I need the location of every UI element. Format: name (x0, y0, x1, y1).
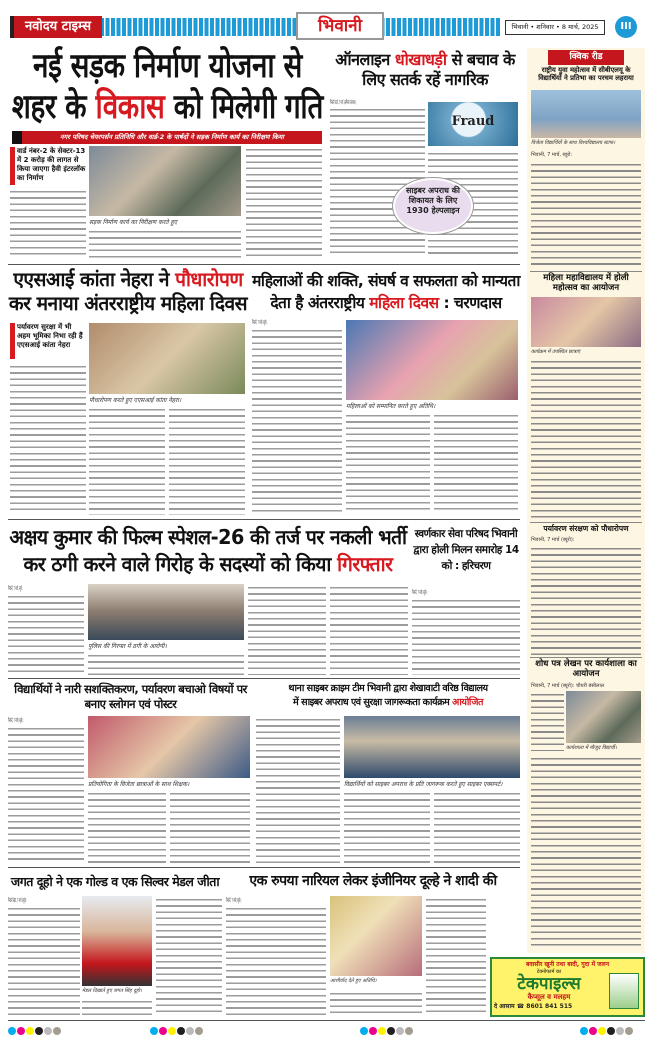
medal-body (82, 998, 152, 1017)
section-title-text: भिवानी (317, 16, 363, 36)
students-headline (8, 682, 253, 713)
wedding-body (330, 990, 422, 1017)
quick-read-caption (531, 140, 641, 147)
workshop-caption (566, 745, 641, 752)
registration-dot (168, 1027, 176, 1035)
asi-photo (89, 323, 245, 394)
ad-sub: कैप्सूल व मलहम (527, 993, 571, 1001)
highlight: धोखाधड़ी (394, 50, 447, 69)
women-body (434, 412, 518, 514)
women-caption (346, 402, 518, 410)
akshay-caption-text: पुलिस की गिरफ्त में ठगी के आरोपी। (88, 643, 167, 650)
women-body (252, 327, 342, 514)
text: में साइबर अपराध एवं सुरक्षा जागरूकता कार्यक्रम (293, 697, 453, 708)
registration-dot (405, 1027, 413, 1035)
highlight: आयोजित (452, 697, 483, 708)
registration-dot (580, 1027, 588, 1035)
ad-line1 (494, 961, 641, 969)
highlight: विकास (95, 87, 165, 127)
registration-dot (396, 1027, 404, 1035)
ad-phone: दे आसाम ☎ 8601 841 515 (494, 1003, 573, 1010)
quick-read-caption-text: विजेता विद्यार्थियों के साथ विश्वविद्यालय स्टाफ। (531, 140, 616, 146)
akshay-dateline-text: भिवानी, 7 मार्च, ब्यूरो: (8, 586, 23, 592)
cyber-body (434, 790, 520, 864)
text: कर ठगी करने वाले गिरोह के सदस्यों को किया (23, 552, 338, 576)
holi-photo (531, 297, 641, 347)
footer-rule (8, 1020, 645, 1021)
section-title (296, 12, 384, 40)
registration-dot (53, 1027, 61, 1035)
holi-caption (531, 349, 641, 356)
akshay-body (248, 584, 326, 675)
divider (8, 678, 520, 679)
registration-dot (8, 1027, 16, 1035)
women-body (346, 412, 430, 514)
registration-dot (186, 1027, 194, 1035)
workshop-photo (566, 691, 641, 743)
workshop-headline (530, 657, 642, 682)
women-photo (346, 320, 518, 400)
quick-read-title (530, 67, 642, 89)
text: अक्षय कुमार की फिल्म स्पेशल-26 की तर्ज पर नकली भर्ती (9, 525, 407, 549)
students-body (8, 725, 84, 864)
wedding-body (426, 896, 486, 1017)
akshay-photo (88, 584, 244, 640)
env-headline (530, 522, 642, 535)
lead-body (89, 228, 241, 258)
medal-dateline (8, 896, 80, 903)
registration-dot (598, 1027, 606, 1035)
lead-caption (89, 218, 241, 226)
holi-body (531, 358, 641, 520)
quick-read-label-text: क्विक रीड (569, 52, 603, 62)
wedding-caption-text: आशीर्वाद देते हुए अतिथि। (330, 978, 377, 984)
asi-bullet-text: पर्यावरण सुरक्षा में भी अहम भूमिका निभा रही हैं एएसआई कांता नेहरा (17, 323, 83, 349)
fraud-headline (330, 50, 520, 96)
lead-headline-inner (10, 46, 325, 128)
registration-dot (35, 1027, 43, 1035)
asi-body (10, 363, 86, 514)
medal-dateline-text: भिवानी खेड़ा, 7 मार्च (ब्यूरो): (8, 898, 27, 904)
students-body (170, 790, 250, 864)
workshop-dateline (531, 683, 641, 689)
asi-caption-text: पौधारोपण करते हुए एएसआई कांता नेहरा। (89, 397, 182, 404)
text: देता है अंतरराष्ट्रीय (270, 294, 370, 312)
wedding-body (226, 905, 326, 1017)
akshay-headline-inner (8, 524, 408, 578)
women-headline-inner (252, 270, 520, 314)
wedding-photo (330, 896, 422, 976)
wedding-headline (226, 872, 520, 892)
registration-dot (150, 1027, 158, 1035)
cyber-caption-text: विद्यार्थियों को साइबर अपराध के प्रति जागरूक करते हुए साइबर एक्सपर्ट। (344, 781, 503, 788)
students-dateline (8, 716, 84, 723)
holi-headline-text: महिला महाविद्यालय में होली महोत्सव का आयोजन (543, 273, 629, 293)
akshay-body (8, 593, 84, 675)
holi-headline (530, 271, 642, 296)
text: : चरणदास (438, 294, 502, 312)
advertisement (490, 957, 645, 1017)
highlight: महिला दिवस (369, 294, 439, 312)
students-photo (88, 716, 250, 778)
fraud-callout (393, 178, 473, 234)
asi-bullet (10, 323, 86, 359)
akshay-headline (8, 524, 408, 580)
lead-body (246, 146, 322, 258)
lead-caption-text: सड़क निर्माण कार्य का निरीक्षण करते हुए (89, 219, 178, 226)
dateline-text: भिवानी • शनिवार • 8 मार्च, 2025 (511, 23, 599, 31)
text: दे आसाम (494, 1003, 515, 1010)
text: को मिलेगी गति (164, 87, 324, 127)
medal-body (8, 905, 80, 1017)
color-registration-marks (0, 1025, 650, 1039)
divider (8, 264, 520, 265)
ad-brand: टेक्नोफार्म का (536, 969, 562, 975)
registration-dot (44, 1027, 52, 1035)
workshop-body (531, 755, 641, 950)
registration-dot (369, 1027, 377, 1035)
text: ऑनलाइन (335, 50, 395, 69)
text: महिलाओं की शक्ति, संघर्ष व सफलता को मान्यता (252, 272, 520, 290)
text: एएसआई कांता नेहरा ने (13, 268, 176, 291)
akshay-headline-line2 (8, 551, 408, 578)
registration-dot (177, 1027, 185, 1035)
students-body (88, 790, 166, 864)
quick-read-photo (531, 90, 641, 138)
lead-headline (10, 46, 325, 130)
students-caption-text: प्रतियोगिता के विजेता छात्राओं के साथ शिक्षक। (88, 781, 190, 788)
registration-dot (589, 1027, 597, 1035)
students-dateline-text: भिवानी, 7 मार्च (ब्यूरो): (8, 718, 24, 724)
env-body (531, 545, 641, 655)
text: थाना साइबर क्राइम टीम भिवानी द्वारा शेखावाटी वरिष्ठ विद्यालय (288, 683, 488, 694)
lead-headline-line1: नई सड़क निर्माण योजना से (33, 46, 302, 86)
wedding-dateline (226, 896, 326, 903)
highlight: गिरफ्तार (337, 552, 393, 576)
env-dateline-text: भिवानी, 7 मार्च (ब्यूरो): (531, 537, 575, 543)
text: शहर के (11, 87, 96, 127)
swarnkar-body (412, 597, 520, 675)
akshay-body (330, 584, 408, 675)
medal-photo (82, 896, 152, 986)
women-headline-line2 (252, 292, 520, 314)
asi-headline-inner (8, 268, 248, 316)
swarnkar-dateline-text: भिवानी, 7 मार्च (ब्यूरो): (412, 590, 428, 596)
cyber-headline (256, 682, 520, 713)
registration-dot (195, 1027, 203, 1035)
asi-body (169, 406, 245, 515)
registration-dot (26, 1027, 34, 1035)
workshop-body (531, 691, 564, 751)
ad-product-box (609, 973, 639, 1009)
medal-body (156, 896, 222, 1017)
lead-bullet (10, 147, 86, 185)
swarnkar-dateline (412, 588, 520, 595)
registration-dot (607, 1027, 615, 1035)
holi-caption-text: कार्यक्रम में उपस्थित छात्राएं (531, 349, 581, 355)
fraud-headline-inner (330, 50, 520, 90)
quick-read-title-text: राष्ट्रीय युवा महोत्सव में सीबीएलयू के विद्यार्थियों ने प्रतिभा का परचम लहराया (538, 66, 634, 82)
fraud-dateline (330, 98, 425, 105)
registration-dot (360, 1027, 368, 1035)
lead-bullet-text: वार्ड नंबर-2 के सेक्टर-13 में 2 करोड़ की लागत से किया जाएगा हैवी इंटरलॉक का निर्माण (17, 147, 86, 182)
medal-caption (82, 988, 154, 995)
akshay-body (88, 652, 244, 675)
cyber-headline-inner (256, 682, 520, 710)
text: से बचाव के लिए सतर्क रहें नागरिक (362, 50, 515, 89)
women-dateline (252, 318, 342, 325)
quick-read-label (548, 50, 624, 65)
quick-read-body (531, 161, 641, 269)
divider (8, 519, 520, 520)
fraud-dateline-text: भिवानी कार्ड, 7 मार्च (अभिनव सांगवान): (330, 100, 357, 106)
swarnkar-headline-text: स्वर्णकार सेवा परिषद भिवानी द्वारा होली मिलन समारोह 14 को : हरिचरण (413, 528, 519, 572)
students-caption (88, 780, 250, 788)
wedding-headline-text: एक रुपया नारियल लेकर इंजीनियर दूल्हे ने शादी की (249, 873, 497, 889)
wedding-caption (330, 978, 422, 985)
divider (8, 867, 520, 868)
registration-dot (616, 1027, 624, 1035)
registration-dot (378, 1027, 386, 1035)
medal-headline (8, 873, 222, 892)
lead-subhead (12, 131, 322, 144)
text: 8601 841 515 (526, 1003, 573, 1010)
page-number: III (615, 16, 637, 38)
fraud-callout-text: साइबर अपराध की शिकायत के लिए 1930 हेल्पलाइन (406, 186, 460, 215)
women-headline (252, 270, 520, 316)
fraud-image: Fraud (428, 102, 518, 146)
quick-read-dateline-text: भिवानी, 7 मार्च, ब्यूरो: (531, 152, 573, 158)
registration-dot (159, 1027, 167, 1035)
asi-caption (89, 396, 245, 404)
workshop-dateline-text: भिवानी, 7 मार्च (ब्यूरो): चौधरी बंसीलाल (531, 683, 605, 689)
students-headline-text: विद्यार्थियों ने नारी सशक्तिकरण, पर्यावरण बचाओ विषयों पर बनाए स्लोगन एवं पोस्टर (14, 682, 247, 711)
dateline (505, 20, 605, 35)
swarnkar-headline (412, 526, 520, 584)
asi-body (89, 406, 165, 515)
lead-body (10, 188, 86, 258)
asi-headline (8, 268, 248, 320)
medal-caption-text: मेडल दिखाते हुए जगत सिंह दूहो। (82, 988, 142, 994)
lead-subhead-text: नगर परिषद चेयरपर्सन प्रतिनिधि और वार्ड-2 के पार्षदों ने सड़क निर्माण कार्य का निरीक्षण किया (60, 133, 284, 141)
registration-dot (387, 1027, 395, 1035)
ad-line1-text: बवासीर खूनी तथा बादी, गुदा में जलन (525, 961, 610, 968)
cyber-photo (344, 716, 520, 778)
akshay-dateline (8, 584, 84, 591)
lead-headline-line2 (10, 87, 325, 128)
cyber-caption (344, 780, 520, 788)
quick-read-dateline (531, 152, 641, 159)
cyber-body (256, 716, 340, 864)
women-caption-text: महिलाओं को सम्मानित करते हुए अतिथि। (346, 403, 436, 410)
lead-photo (89, 146, 241, 216)
cyber-body (344, 790, 430, 864)
brand-logo (10, 16, 102, 38)
brand-logo-text: नवोदय टाइम्स (24, 19, 92, 34)
masthead (0, 0, 650, 46)
wedding-dateline-text: भिवानी, 7 मार्च (ब्यूरो): (226, 898, 242, 904)
registration-dot (625, 1027, 633, 1035)
workshop-caption-text: कार्यशाला में मौजूद विद्यार्थी। (566, 745, 617, 751)
ad-product (494, 975, 604, 993)
cyber-headline-line2 (256, 696, 520, 710)
env-dateline (531, 537, 641, 543)
women-dateline-text: भिवानी, 7 मार्च (ब्यूरो): (252, 320, 268, 326)
registration-dot (17, 1027, 25, 1035)
medal-headline-text: जगत दूहो ने एक गोल्ड व एक सिल्वर मेडल जीता (10, 874, 220, 889)
env-headline-text: पर्यावरण संरक्षण को पौधारोपण (543, 524, 629, 533)
text: कर मनाया अंतरराष्ट्रीय महिला दिवस (8, 292, 248, 315)
highlight: पौधारोपण (175, 268, 243, 291)
akshay-caption (88, 642, 244, 650)
asi-headline-line1 (8, 268, 248, 292)
workshop-headline-text: शोध पत्र लेखन पर कार्यशाला का आयोजन (535, 659, 637, 679)
ad-product-text: टेकपाइल्स (517, 974, 581, 994)
